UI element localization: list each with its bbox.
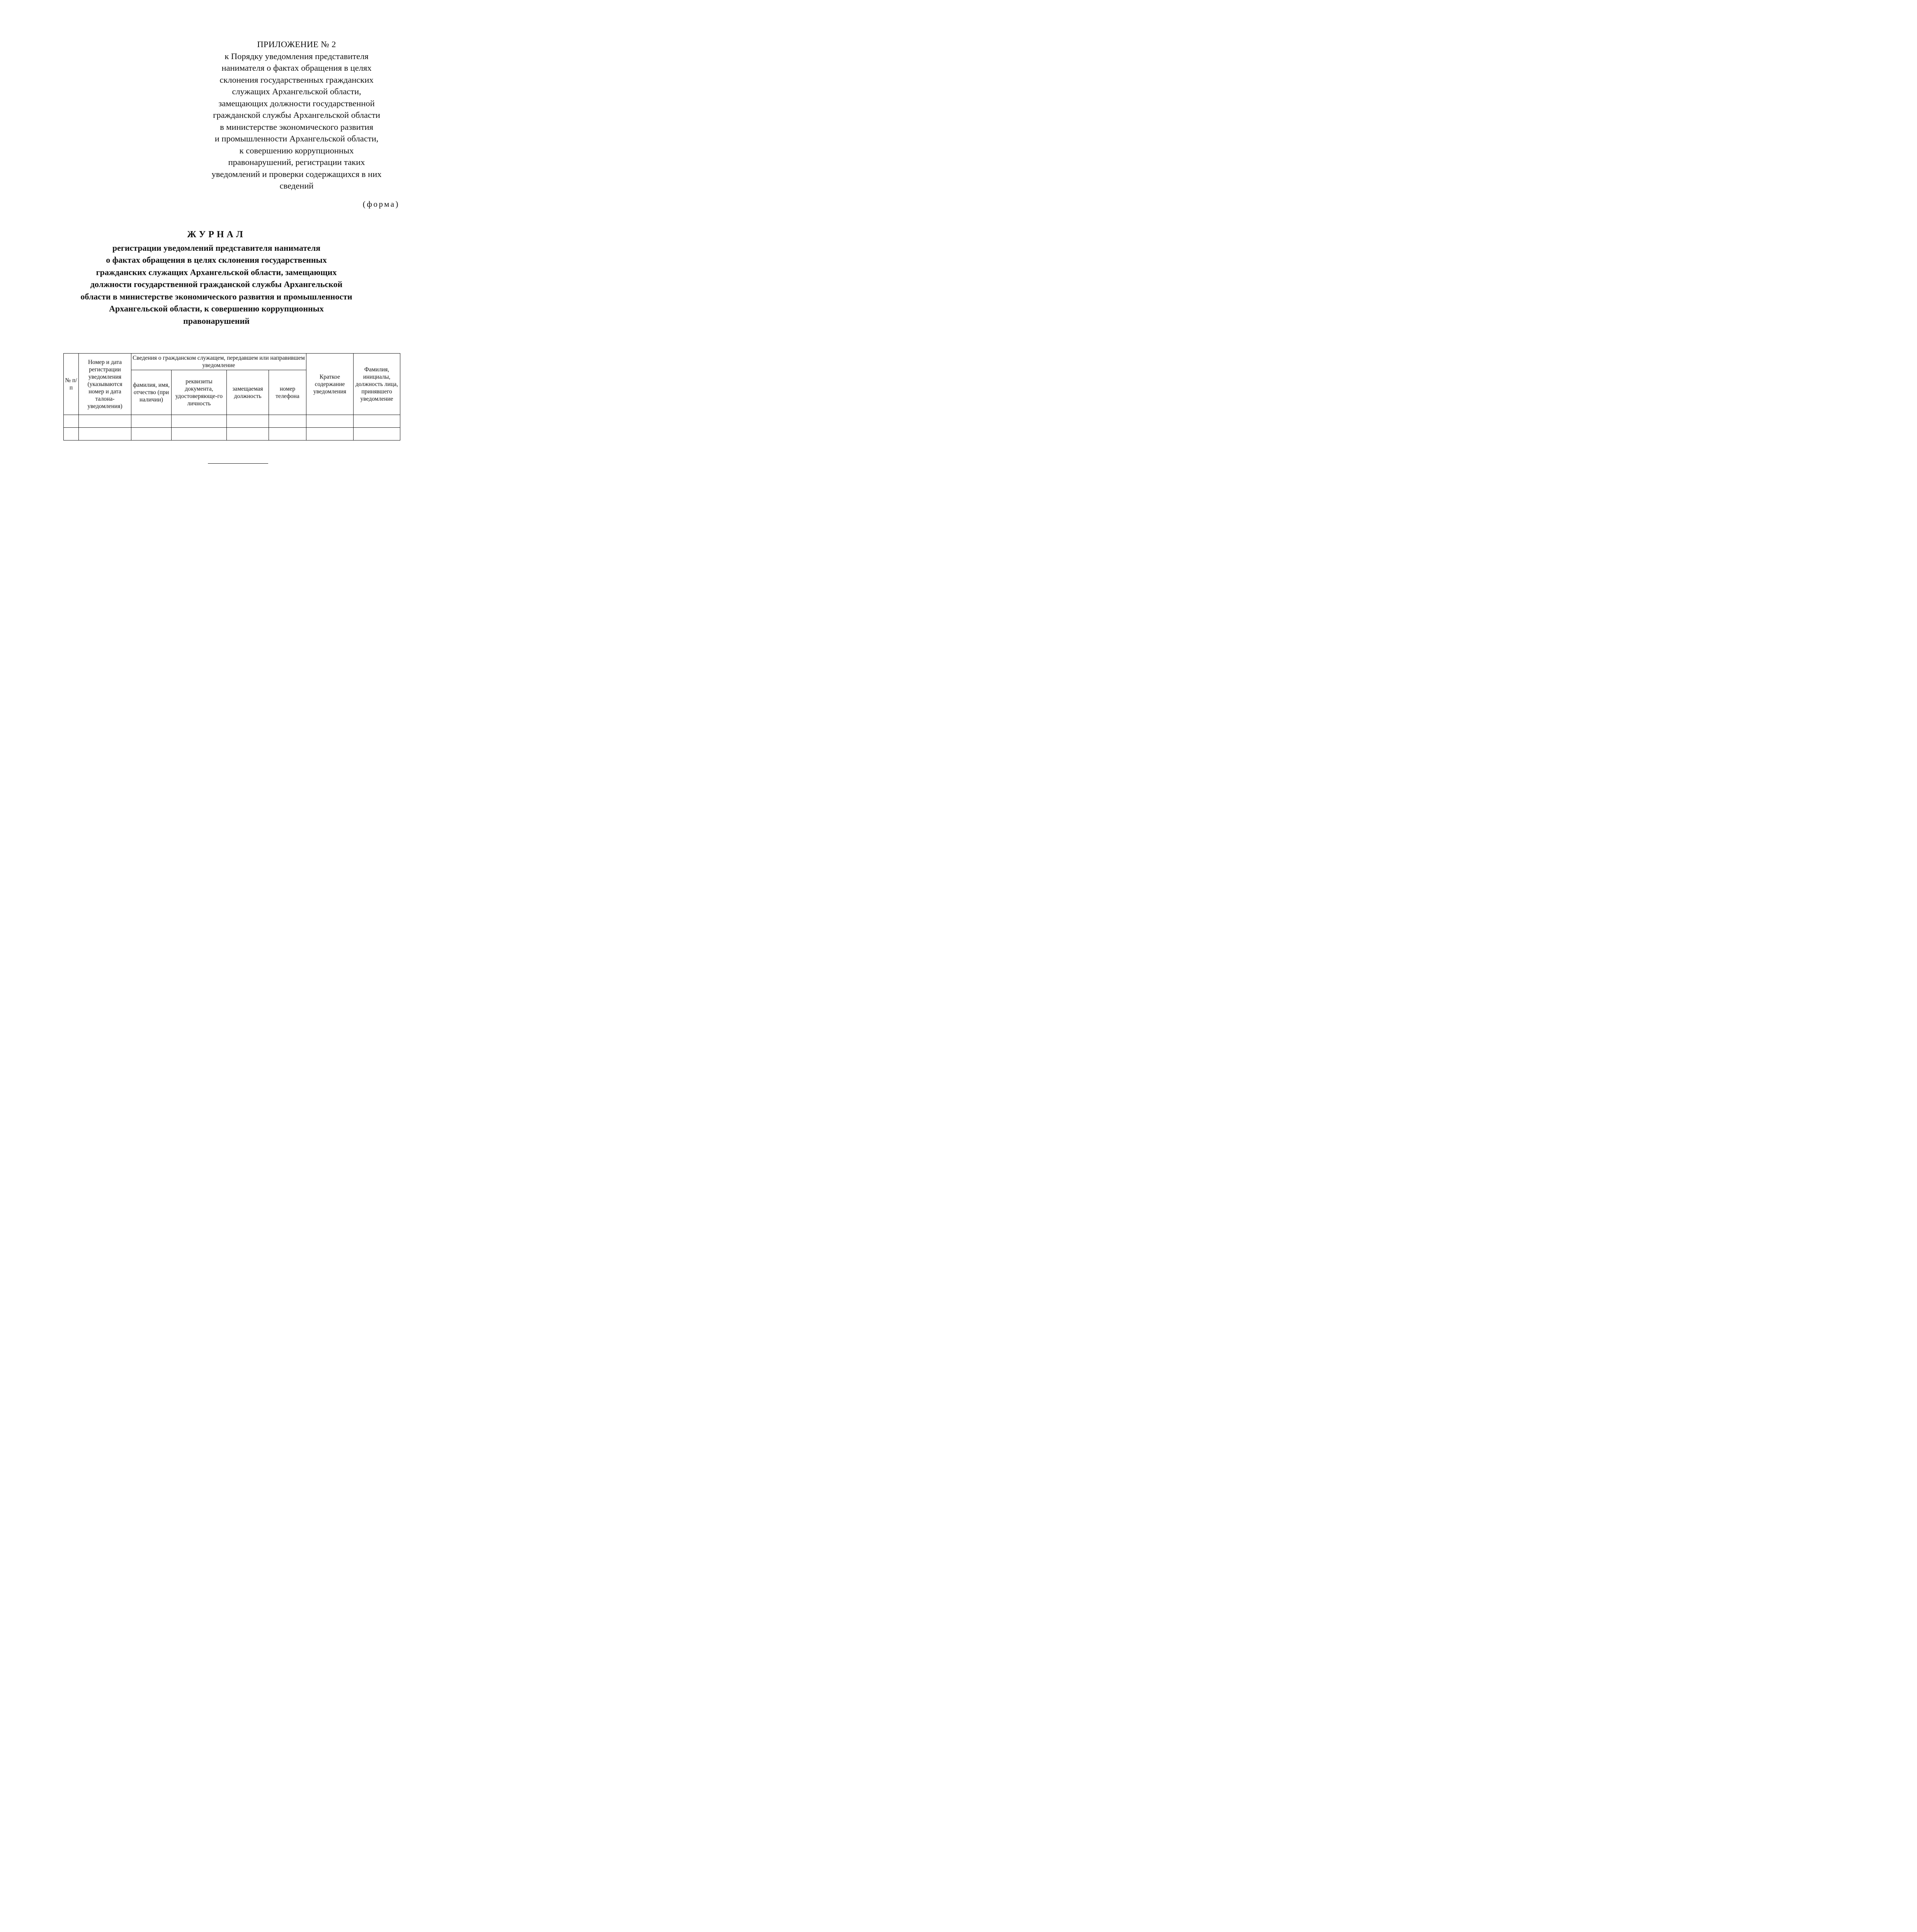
subheader-id-document: реквизиты документа, удостоверяюще-го личность: [172, 370, 227, 415]
table-cell[interactable]: [227, 415, 269, 428]
appendix-line: служащих Архангельской области,: [232, 87, 361, 96]
table-row: [64, 415, 400, 428]
appendix-line: к Порядку уведомления представителя: [225, 51, 369, 61]
appendix-line: нанимателя о фактах обращения в целях: [221, 63, 372, 73]
table-cell[interactable]: [64, 428, 79, 440]
table-cell[interactable]: [64, 415, 79, 428]
journal-subtitle-line: регистрации уведомлений представителя нанимателя: [112, 243, 321, 253]
table-row: [64, 428, 400, 440]
header-receiver: Фамилия, инициалы, должность лица, принявшего уведомление: [354, 354, 400, 415]
header-summary: Краткое содержание уведомления: [306, 354, 354, 415]
journal-subtitle-line: о фактах обращения в целях склонения государственных: [106, 255, 327, 265]
journal-subtitle-line: Архангельской области, к совершению коррупционных: [109, 304, 324, 313]
table-cell[interactable]: [79, 428, 131, 440]
journal-title: ЖУРНАЛ: [187, 230, 246, 240]
table-cell[interactable]: [172, 415, 227, 428]
table-cell[interactable]: [354, 428, 400, 440]
table-header-row: [64, 354, 400, 370]
appendix-line: к совершению коррупционных: [239, 145, 354, 155]
appendix-line: уведомлений и проверки содержащихся в них: [211, 169, 382, 179]
header-number: № п/п: [64, 354, 79, 415]
appendix-line: сведений: [279, 181, 314, 190]
appendix-line: правонарушений, регистрации таких: [228, 157, 365, 167]
journal-subtitle-line: правонарушений: [183, 316, 250, 326]
header-registration: Номер и дата регистрации уведомления (указываются номер и дата талона-уведомления): [79, 354, 131, 415]
subheader-phone: номер телефона: [269, 370, 306, 415]
journal-subtitle-line: должности государственной гражданской службы Архангельской: [90, 279, 343, 289]
table-cell[interactable]: [306, 428, 354, 440]
journal-subtitle-line: гражданских служащих Архангельской области, замещающих: [96, 267, 337, 277]
table-cell[interactable]: [79, 415, 131, 428]
appendix-line: склонения государственных гражданских: [219, 75, 374, 85]
table-cell[interactable]: [131, 428, 172, 440]
form-label: (форма): [362, 199, 400, 209]
table-cell[interactable]: [306, 415, 354, 428]
appendix-title: ПРИЛОЖЕНИЕ № 2: [257, 39, 336, 49]
table-cell[interactable]: [131, 415, 172, 428]
header-employee-info: Сведения о гражданском служащем, передавшем или направившем уведомление: [131, 354, 306, 370]
subheader-full-name: фамилия, имя, отчество (при наличии): [131, 370, 172, 415]
table-cell[interactable]: [354, 415, 400, 428]
closing-divider: [208, 463, 268, 464]
table-cell[interactable]: [172, 428, 227, 440]
subheader-position: замещаемая должность: [227, 370, 269, 415]
table-cell[interactable]: [227, 428, 269, 440]
journal-subtitle-line: области в министерстве экономического развития и промышленности: [80, 291, 352, 301]
table-cell[interactable]: [269, 415, 306, 428]
table-cell[interactable]: [269, 428, 306, 440]
appendix-line: замещающих должности государственной: [218, 98, 375, 108]
appendix-line: в министерстве экономического развития: [220, 122, 373, 132]
appendix-line: гражданской службы Архангельской области: [213, 110, 380, 120]
appendix-line: и промышленности Архангельской области,: [214, 134, 379, 143]
journal-heading: [58, 229, 375, 327]
registration-table: [63, 353, 400, 440]
appendix-block: [193, 39, 400, 192]
